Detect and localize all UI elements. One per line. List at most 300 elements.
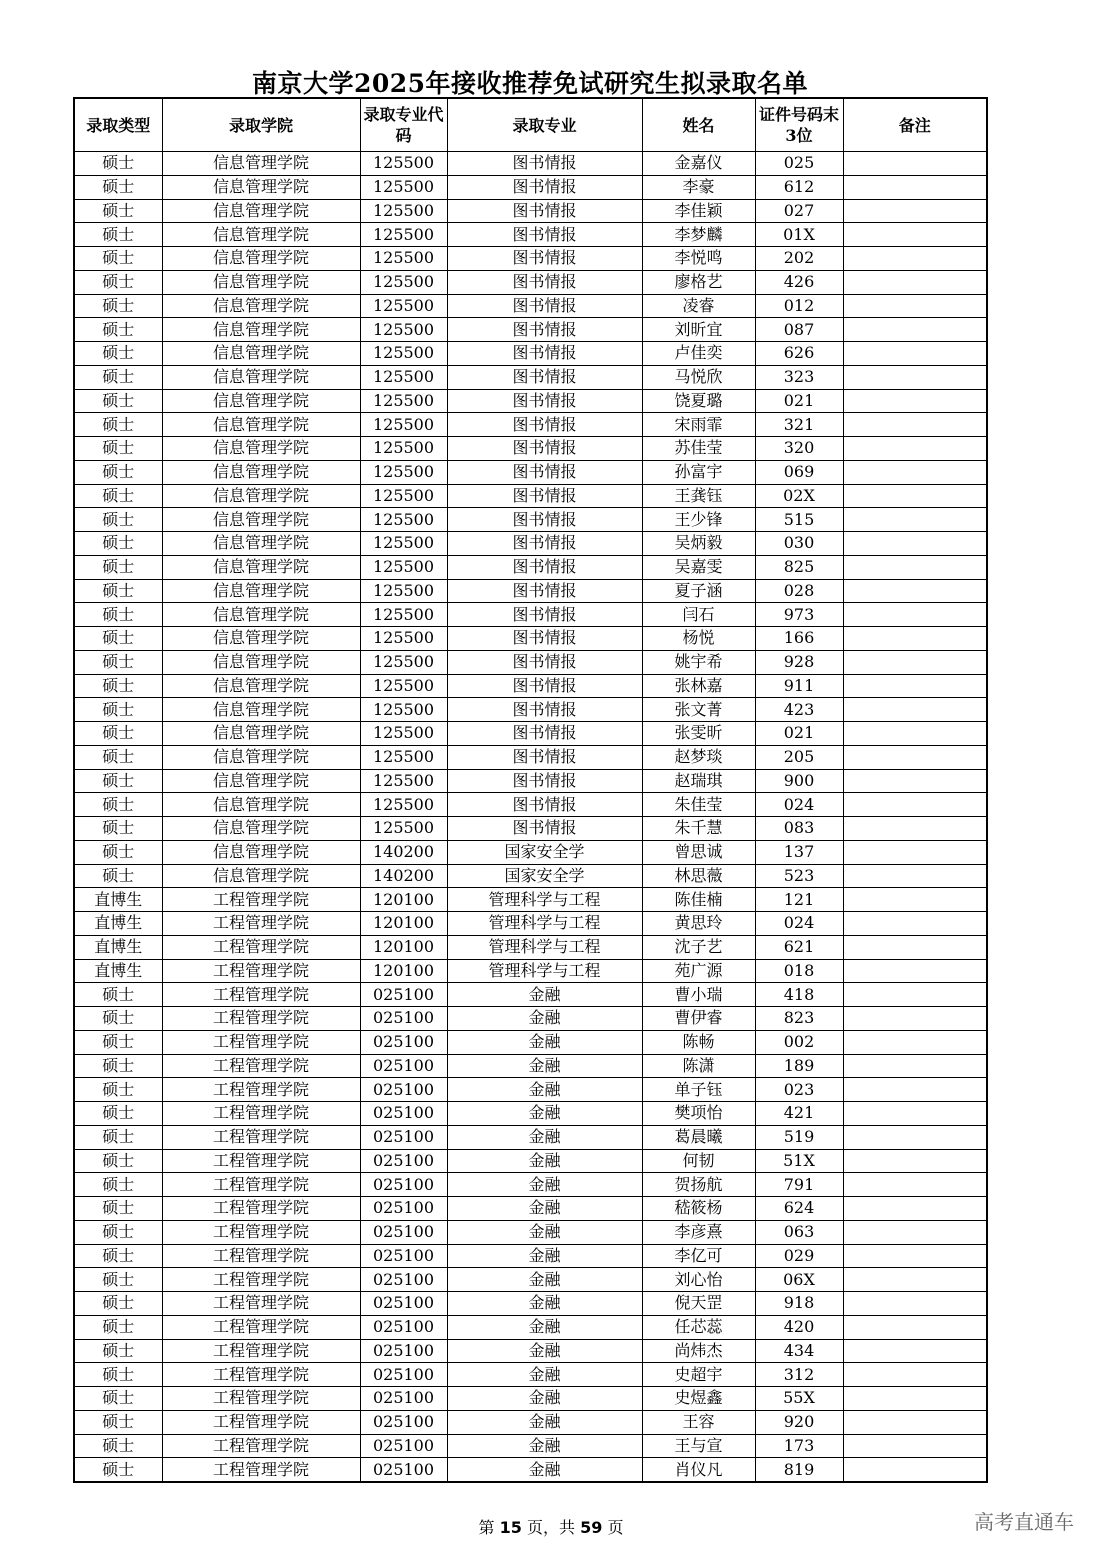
code-cell: 125500 [360, 674, 447, 698]
name-cell: 何韧 [642, 1149, 755, 1173]
id-tail-cell: 323 [755, 365, 843, 389]
college-cell: 工程管理学院 [162, 1102, 360, 1126]
name-cell: 陈潇 [642, 1054, 755, 1078]
remark-cell [843, 1363, 987, 1387]
college-cell: 信息管理学院 [162, 793, 360, 817]
footer-middle: 页，共 [521, 1518, 581, 1537]
major-cell: 图书情报 [447, 769, 642, 793]
type-cell: 硕士 [74, 413, 162, 437]
type-cell: 硕士 [74, 437, 162, 461]
table-row [74, 1315, 987, 1339]
code-cell: 125500 [360, 437, 447, 461]
type-cell: 硕士 [74, 1030, 162, 1054]
major-cell: 管理科学与工程 [447, 935, 642, 959]
header-code: 录取专业代码 [360, 98, 447, 152]
code-cell: 125500 [360, 199, 447, 223]
code-cell: 125500 [360, 793, 447, 817]
type-cell: 硕士 [74, 1078, 162, 1102]
name-cell: 姚宇希 [642, 650, 755, 674]
name-cell: 宋雨霏 [642, 413, 755, 437]
table-row [74, 247, 987, 271]
remark-cell [843, 1458, 987, 1482]
table-row [74, 983, 987, 1007]
code-cell: 125500 [360, 508, 447, 532]
id-tail-cell: 612 [755, 175, 843, 199]
code-cell: 125500 [360, 389, 447, 413]
college-cell: 工程管理学院 [162, 1458, 360, 1482]
college-cell: 工程管理学院 [162, 1292, 360, 1316]
id-tail-cell: 024 [755, 793, 843, 817]
major-cell: 管理科学与工程 [447, 888, 642, 912]
type-cell: 硕士 [74, 579, 162, 603]
code-cell: 125500 [360, 413, 447, 437]
page-footer [0, 1515, 1102, 1538]
type-cell: 硕士 [74, 1387, 162, 1411]
remark-cell [843, 912, 987, 936]
major-cell: 图书情报 [447, 579, 642, 603]
name-cell: 史超宇 [642, 1363, 755, 1387]
name-cell: 李豪 [642, 175, 755, 199]
table-row [74, 840, 987, 864]
table-row [74, 959, 987, 983]
major-cell: 金融 [447, 1173, 642, 1197]
header-name: 姓名 [642, 98, 755, 152]
college-cell: 信息管理学院 [162, 365, 360, 389]
table-row [74, 175, 987, 199]
table-row [74, 1292, 987, 1316]
remark-cell [843, 247, 987, 271]
name-cell: 曾思诚 [642, 840, 755, 864]
major-cell: 金融 [447, 1244, 642, 1268]
type-cell: 硕士 [74, 294, 162, 318]
major-cell: 图书情报 [447, 817, 642, 841]
code-cell: 025100 [360, 1268, 447, 1292]
table-row [74, 864, 987, 888]
table-row [74, 817, 987, 841]
major-cell: 图书情报 [447, 793, 642, 817]
college-cell: 信息管理学院 [162, 152, 360, 176]
name-cell: 嵇筱杨 [642, 1197, 755, 1221]
name-cell: 张雯昕 [642, 722, 755, 746]
id-tail-cell: 420 [755, 1315, 843, 1339]
type-cell: 硕士 [74, 603, 162, 627]
major-cell: 管理科学与工程 [447, 912, 642, 936]
type-cell: 硕士 [74, 1458, 162, 1482]
name-cell: 苑广源 [642, 959, 755, 983]
type-cell: 硕士 [74, 1434, 162, 1458]
code-cell: 125500 [360, 342, 447, 366]
table-row [74, 745, 987, 769]
code-cell: 025100 [360, 1434, 447, 1458]
remark-cell [843, 1078, 987, 1102]
id-tail-cell: 205 [755, 745, 843, 769]
id-tail-cell: 312 [755, 1363, 843, 1387]
major-cell: 图书情报 [447, 532, 642, 556]
type-cell: 硕士 [74, 769, 162, 793]
code-cell: 125500 [360, 650, 447, 674]
code-cell: 025100 [360, 1410, 447, 1434]
id-tail-cell: 918 [755, 1292, 843, 1316]
type-cell: 硕士 [74, 1363, 162, 1387]
major-cell: 金融 [447, 1268, 642, 1292]
name-cell: 张文菁 [642, 698, 755, 722]
id-tail-cell: 06X [755, 1268, 843, 1292]
type-cell: 硕士 [74, 247, 162, 271]
footer-total-pages: 59 [580, 1518, 603, 1537]
code-cell: 125500 [360, 247, 447, 271]
table-row [74, 627, 987, 651]
name-cell: 李彦熹 [642, 1220, 755, 1244]
type-cell: 硕士 [74, 674, 162, 698]
name-cell: 赵瑞琪 [642, 769, 755, 793]
table-row [74, 1125, 987, 1149]
id-tail-cell: 083 [755, 817, 843, 841]
college-cell: 信息管理学院 [162, 270, 360, 294]
code-cell: 140200 [360, 864, 447, 888]
table-row [74, 579, 987, 603]
major-cell: 金融 [447, 1030, 642, 1054]
type-cell: 硕士 [74, 745, 162, 769]
table-row [74, 1268, 987, 1292]
college-cell: 信息管理学院 [162, 555, 360, 579]
id-tail-cell: 166 [755, 627, 843, 651]
type-cell: 硕士 [74, 1125, 162, 1149]
college-cell: 工程管理学院 [162, 1315, 360, 1339]
type-cell: 硕士 [74, 1007, 162, 1031]
remark-cell [843, 603, 987, 627]
table-row [74, 1339, 987, 1363]
college-cell: 工程管理学院 [162, 935, 360, 959]
header-major: 录取专业 [447, 98, 642, 152]
major-cell: 图书情报 [447, 270, 642, 294]
remark-cell [843, 1054, 987, 1078]
code-cell: 025100 [360, 1458, 447, 1482]
college-cell: 信息管理学院 [162, 769, 360, 793]
major-cell: 金融 [447, 1434, 642, 1458]
remark-cell [843, 745, 987, 769]
major-cell: 金融 [447, 1197, 642, 1221]
college-cell: 信息管理学院 [162, 413, 360, 437]
college-cell: 信息管理学院 [162, 199, 360, 223]
id-tail-cell: 421 [755, 1102, 843, 1126]
remark-cell [843, 1268, 987, 1292]
major-cell: 国家安全学 [447, 864, 642, 888]
table-row [74, 793, 987, 817]
type-cell: 直博生 [74, 888, 162, 912]
major-cell: 金融 [447, 1125, 642, 1149]
major-cell: 国家安全学 [447, 840, 642, 864]
college-cell: 信息管理学院 [162, 508, 360, 532]
id-tail-cell: 434 [755, 1339, 843, 1363]
major-cell: 金融 [447, 1149, 642, 1173]
type-cell: 直博生 [74, 912, 162, 936]
table-row [74, 294, 987, 318]
admission-table [73, 97, 988, 1483]
name-cell: 陈佳楠 [642, 888, 755, 912]
remark-cell [843, 484, 987, 508]
id-tail-cell: 027 [755, 199, 843, 223]
id-tail-cell: 030 [755, 532, 843, 556]
name-cell: 李梦麟 [642, 223, 755, 247]
college-cell: 工程管理学院 [162, 1387, 360, 1411]
id-tail-cell: 626 [755, 342, 843, 366]
code-cell: 125500 [360, 460, 447, 484]
type-cell: 硕士 [74, 864, 162, 888]
code-cell: 120100 [360, 912, 447, 936]
code-cell: 125500 [360, 532, 447, 556]
name-cell: 刘心怡 [642, 1268, 755, 1292]
remark-cell [843, 437, 987, 461]
college-cell: 信息管理学院 [162, 698, 360, 722]
major-cell: 金融 [447, 1363, 642, 1387]
type-cell: 硕士 [74, 793, 162, 817]
name-cell: 李亿可 [642, 1244, 755, 1268]
major-cell: 图书情报 [447, 508, 642, 532]
id-tail-cell: 515 [755, 508, 843, 532]
type-cell: 硕士 [74, 318, 162, 342]
code-cell: 120100 [360, 888, 447, 912]
type-cell: 硕士 [74, 1315, 162, 1339]
major-cell: 金融 [447, 1078, 642, 1102]
type-cell: 硕士 [74, 1173, 162, 1197]
id-tail-cell: 423 [755, 698, 843, 722]
id-tail-cell: 55X [755, 1387, 843, 1411]
table-row [74, 1387, 987, 1411]
header-type: 录取类型 [74, 98, 162, 152]
college-cell: 信息管理学院 [162, 294, 360, 318]
id-tail-cell: 523 [755, 864, 843, 888]
header-id-tail: 证件号码末3位 [755, 98, 843, 152]
type-cell: 硕士 [74, 508, 162, 532]
college-cell: 工程管理学院 [162, 1434, 360, 1458]
id-tail-cell: 973 [755, 603, 843, 627]
remark-cell [843, 888, 987, 912]
footer-page-number: 15 [499, 1518, 522, 1537]
name-cell: 尚炜杰 [642, 1339, 755, 1363]
table-row [74, 1007, 987, 1031]
code-cell: 025100 [360, 1315, 447, 1339]
code-cell: 025100 [360, 1363, 447, 1387]
name-cell: 朱千慧 [642, 817, 755, 841]
table-row [74, 1030, 987, 1054]
remark-cell [843, 817, 987, 841]
remark-cell [843, 579, 987, 603]
remark-cell [843, 1173, 987, 1197]
table-row [74, 722, 987, 746]
name-cell: 任芯蕊 [642, 1315, 755, 1339]
remark-cell [843, 864, 987, 888]
type-cell: 硕士 [74, 1149, 162, 1173]
name-cell: 陈畅 [642, 1030, 755, 1054]
remark-cell [843, 1125, 987, 1149]
name-cell: 樊项怡 [642, 1102, 755, 1126]
major-cell: 图书情报 [447, 152, 642, 176]
college-cell: 信息管理学院 [162, 175, 360, 199]
name-cell: 卢佳奕 [642, 342, 755, 366]
table-row [74, 532, 987, 556]
id-tail-cell: 202 [755, 247, 843, 271]
remark-cell [843, 1030, 987, 1054]
table-row [74, 342, 987, 366]
remark-cell [843, 769, 987, 793]
table-row [74, 769, 987, 793]
table-row [74, 1078, 987, 1102]
college-cell: 信息管理学院 [162, 650, 360, 674]
header-remark: 备注 [843, 98, 987, 152]
major-cell: 金融 [447, 1220, 642, 1244]
type-cell: 硕士 [74, 270, 162, 294]
remark-cell [843, 413, 987, 437]
id-tail-cell: 01X [755, 223, 843, 247]
remark-cell [843, 650, 987, 674]
major-cell: 金融 [447, 983, 642, 1007]
remark-cell [843, 270, 987, 294]
college-cell: 工程管理学院 [162, 1007, 360, 1031]
name-cell: 葛晨曦 [642, 1125, 755, 1149]
major-cell: 图书情报 [447, 603, 642, 627]
major-cell: 图书情报 [447, 437, 642, 461]
type-cell: 硕士 [74, 342, 162, 366]
college-cell: 信息管理学院 [162, 745, 360, 769]
name-cell: 曹伊睿 [642, 1007, 755, 1031]
name-cell: 闫石 [642, 603, 755, 627]
college-cell: 工程管理学院 [162, 983, 360, 1007]
remark-cell [843, 294, 987, 318]
table-row [74, 365, 987, 389]
table-row [74, 152, 987, 176]
major-cell: 金融 [447, 1458, 642, 1482]
id-tail-cell: 426 [755, 270, 843, 294]
name-cell: 黄思玲 [642, 912, 755, 936]
id-tail-cell: 928 [755, 650, 843, 674]
type-cell: 硕士 [74, 1268, 162, 1292]
remark-cell [843, 199, 987, 223]
id-tail-cell: 025 [755, 152, 843, 176]
college-cell: 信息管理学院 [162, 342, 360, 366]
remark-cell [843, 1292, 987, 1316]
code-cell: 125500 [360, 318, 447, 342]
type-cell: 硕士 [74, 1220, 162, 1244]
type-cell: 硕士 [74, 983, 162, 1007]
table-row [74, 460, 987, 484]
id-tail-cell: 624 [755, 1197, 843, 1221]
id-tail-cell: 920 [755, 1410, 843, 1434]
major-cell: 金融 [447, 1054, 642, 1078]
remark-cell [843, 1244, 987, 1268]
college-cell: 信息管理学院 [162, 318, 360, 342]
college-cell: 信息管理学院 [162, 437, 360, 461]
major-cell: 图书情报 [447, 247, 642, 271]
major-cell: 图书情报 [447, 199, 642, 223]
major-cell: 图书情报 [447, 650, 642, 674]
name-cell: 凌睿 [642, 294, 755, 318]
code-cell: 025100 [360, 1078, 447, 1102]
id-tail-cell: 087 [755, 318, 843, 342]
type-cell: 硕士 [74, 1197, 162, 1221]
remark-cell [843, 1220, 987, 1244]
code-cell: 025100 [360, 1292, 447, 1316]
major-cell: 图书情报 [447, 627, 642, 651]
college-cell: 工程管理学院 [162, 1220, 360, 1244]
code-cell: 125500 [360, 745, 447, 769]
remark-cell [843, 389, 987, 413]
name-cell: 吴嘉雯 [642, 555, 755, 579]
major-cell: 图书情报 [447, 698, 642, 722]
table-row [74, 1363, 987, 1387]
id-tail-cell: 029 [755, 1244, 843, 1268]
table-row [74, 1173, 987, 1197]
code-cell: 025100 [360, 1339, 447, 1363]
footer-prefix: 第 [478, 1518, 500, 1537]
table-body [74, 152, 987, 1483]
name-cell: 夏子涵 [642, 579, 755, 603]
code-cell: 125500 [360, 579, 447, 603]
table-row [74, 650, 987, 674]
major-cell: 图书情报 [447, 175, 642, 199]
table-row [74, 912, 987, 936]
name-cell: 王龚钰 [642, 484, 755, 508]
id-tail-cell: 823 [755, 1007, 843, 1031]
remark-cell [843, 223, 987, 247]
id-tail-cell: 819 [755, 1458, 843, 1482]
remark-cell [843, 959, 987, 983]
table-row [74, 389, 987, 413]
remark-cell [843, 935, 987, 959]
type-cell: 硕士 [74, 389, 162, 413]
name-cell: 曹小瑞 [642, 983, 755, 1007]
remark-cell [843, 1007, 987, 1031]
code-cell: 025100 [360, 1173, 447, 1197]
college-cell: 信息管理学院 [162, 247, 360, 271]
major-cell: 图书情报 [447, 342, 642, 366]
table-row [74, 318, 987, 342]
type-cell: 硕士 [74, 152, 162, 176]
table-row [74, 1102, 987, 1126]
remark-cell [843, 1387, 987, 1411]
name-cell: 廖格艺 [642, 270, 755, 294]
table-row [74, 1149, 987, 1173]
remark-cell [843, 983, 987, 1007]
remark-cell [843, 460, 987, 484]
type-cell: 硕士 [74, 1102, 162, 1126]
table-row [74, 555, 987, 579]
id-tail-cell: 173 [755, 1434, 843, 1458]
code-cell: 025100 [360, 1102, 447, 1126]
remark-cell [843, 555, 987, 579]
id-tail-cell: 189 [755, 1054, 843, 1078]
remark-cell [843, 1315, 987, 1339]
major-cell: 金融 [447, 1315, 642, 1339]
type-cell: 硕士 [74, 484, 162, 508]
watermark: 高考直通车 [974, 1510, 1074, 1534]
table-row [74, 888, 987, 912]
table-row [74, 270, 987, 294]
type-cell: 硕士 [74, 650, 162, 674]
remark-cell [843, 532, 987, 556]
table-row [74, 935, 987, 959]
id-tail-cell: 321 [755, 413, 843, 437]
table-header-row [74, 98, 987, 152]
major-cell: 图书情报 [447, 722, 642, 746]
college-cell: 信息管理学院 [162, 579, 360, 603]
college-cell: 工程管理学院 [162, 1410, 360, 1434]
college-cell: 工程管理学院 [162, 1054, 360, 1078]
college-cell: 信息管理学院 [162, 389, 360, 413]
remark-cell [843, 318, 987, 342]
code-cell: 125500 [360, 769, 447, 793]
code-cell: 125500 [360, 152, 447, 176]
code-cell: 125500 [360, 365, 447, 389]
